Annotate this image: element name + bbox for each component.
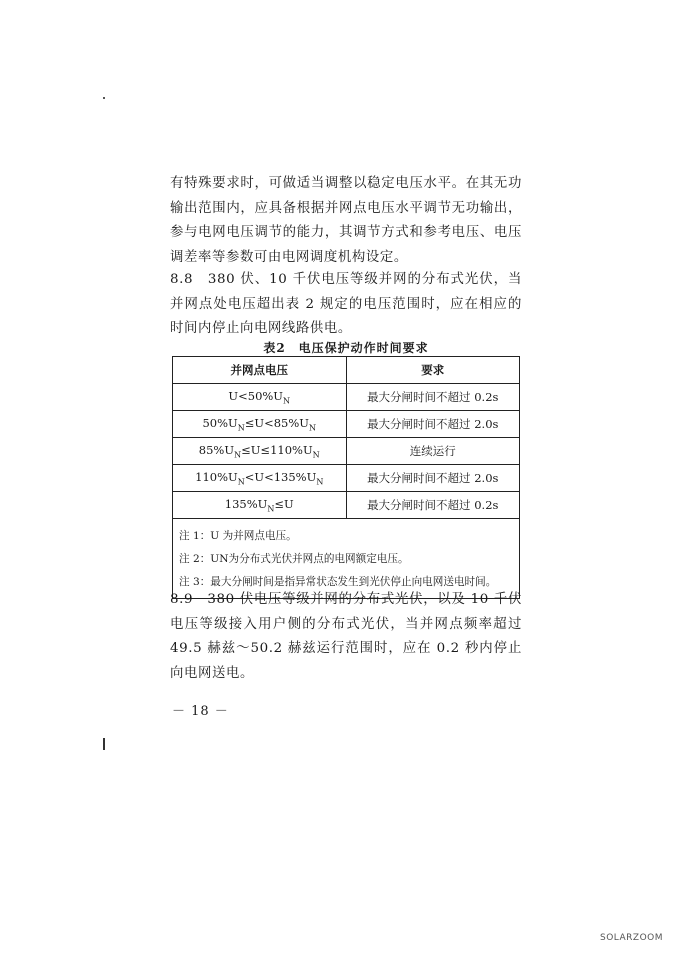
requirement-cell: 最大分闸时间不超过 0.2s	[346, 492, 520, 519]
note-2: 注 2：UN为分布式光伏并网点的电网额定电压。	[179, 553, 409, 565]
notes-row	[173, 519, 520, 599]
table-row	[173, 492, 520, 519]
watermark: SOLARZOOM	[600, 933, 664, 943]
paragraph-reactive-power: 有特殊要求时，可做适当调整以稳定电压水平。在其无功输出范围内，应具备根据并网点电压水平调节无功输出，参与电网电压调节的能力，其调节方式和参考电压、电压调差率等参数可由电网调度机构设定。	[170, 176, 522, 265]
header-voltage: 并网点电压	[173, 357, 347, 384]
voltage-cell: $U<50\%U_N$	[173, 384, 347, 411]
paragraph-8-8: 8.8 380 伏、10 千伏电压等级并网的分布式光伏，当并网点处电压超出表 2 规定的电压范围时，应在相应的时间内停止向电网线路供电。	[170, 272, 522, 336]
table-header-row	[173, 357, 520, 384]
note-3: 注 3：最大分闸时间是指异常状态发生到光伏停止向电网送电时间。	[179, 576, 497, 588]
scan-artifact-mark	[103, 738, 105, 750]
requirement-cell: 最大分闸时间不超过 2.0s	[346, 411, 520, 438]
voltage-cell: $85\%U_N\le U\le 110\%U_N$	[173, 438, 347, 465]
voltage-protection-table	[172, 356, 520, 599]
note-1: 注 1：U 为并网点电压。	[179, 530, 297, 542]
scan-artifact-dot	[103, 97, 105, 99]
table-row	[173, 411, 520, 438]
voltage-cell: $135\%U_N\le U$	[173, 492, 347, 519]
page-number: － 18 －	[172, 704, 229, 719]
table-notes	[173, 519, 520, 599]
header-requirement: 要求	[346, 357, 520, 384]
requirement-cell: 最大分闸时间不超过 0.2s	[346, 384, 520, 411]
requirement-cell: 最大分闸时间不超过 2.0s	[346, 465, 520, 492]
paragraph-8-9: 8.9 380 伏电压等级并网的分布式光伏，以及 10 千伏电压等级接入用户侧的分布式光伏，当并网点频率超过 49.5 赫兹～50.2 赫兹运行范围时，应在 0.2 秒内停止向电网送电。	[170, 592, 522, 681]
table-title: 表2 电压保护动作时间要求	[263, 341, 429, 355]
voltage-cell: $110\%U_N<U<135\%U_N$	[173, 465, 347, 492]
table-row	[173, 465, 520, 492]
voltage-cell: $50\%U_N\le U<85\%U_N$	[173, 411, 347, 438]
table-row	[173, 384, 520, 411]
table-row	[173, 438, 520, 465]
requirement-cell: 连续运行	[346, 438, 520, 465]
